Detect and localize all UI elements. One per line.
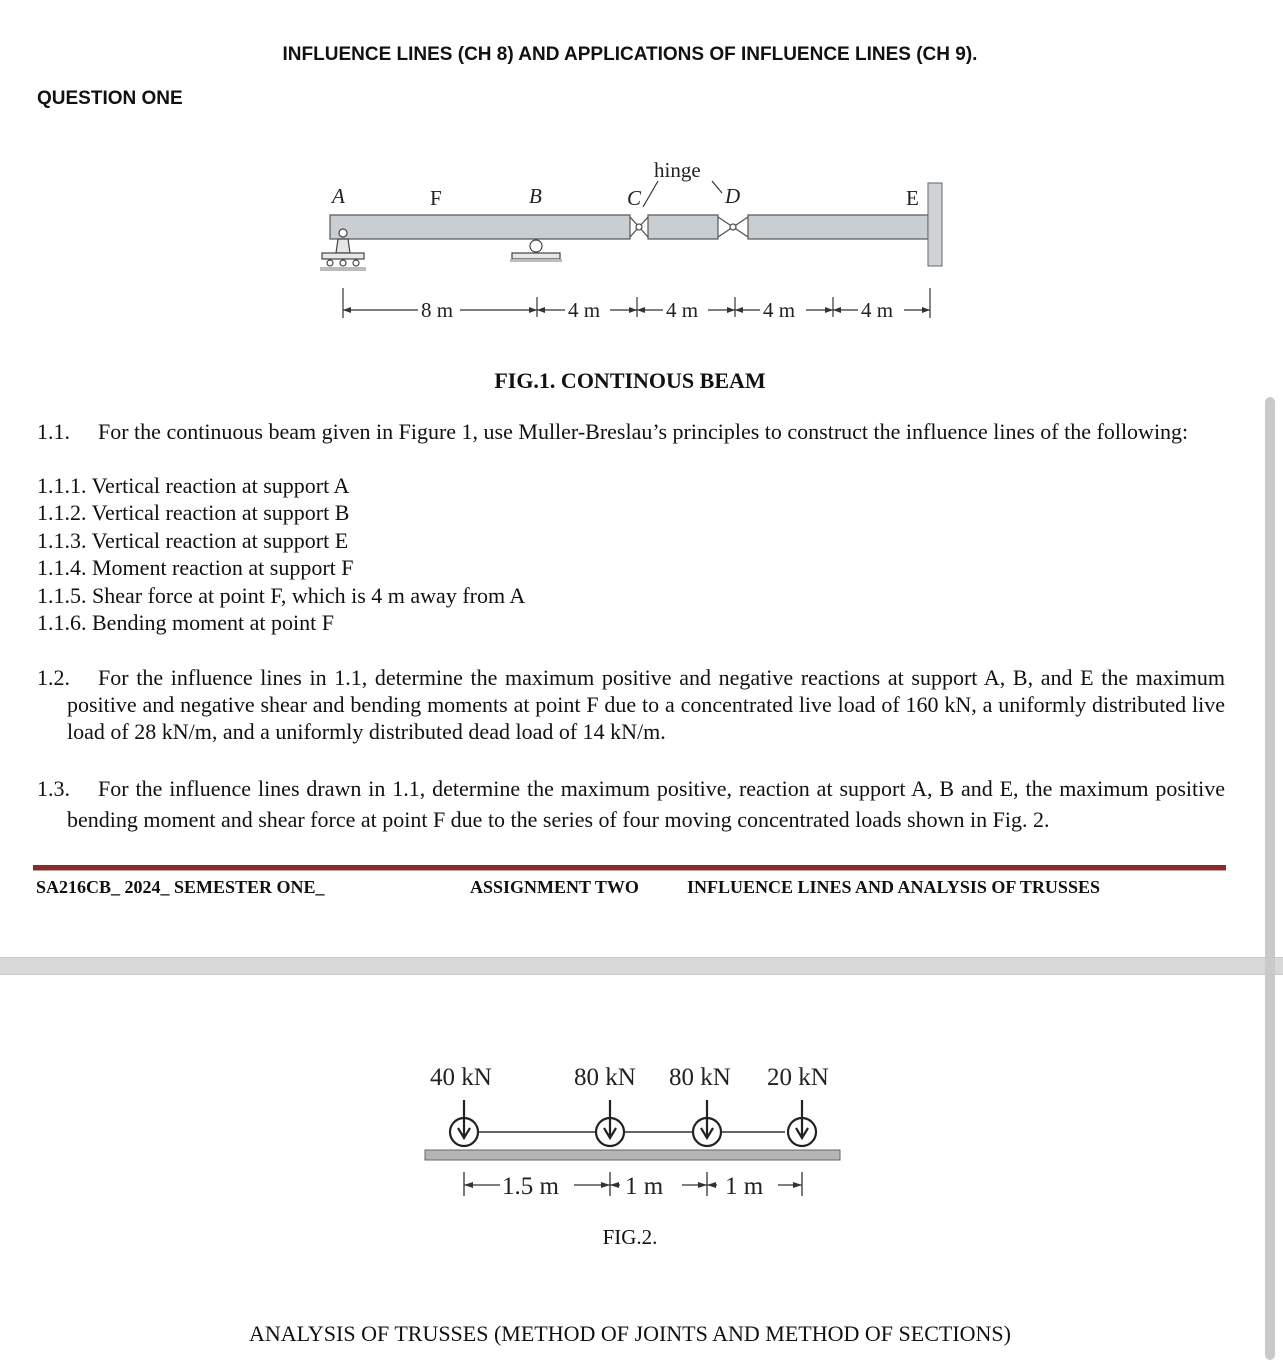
hinge-d-icon bbox=[718, 217, 748, 237]
hinge-c-icon bbox=[630, 217, 648, 237]
sub-question-list bbox=[37, 472, 525, 636]
footer-topic: INFLUENCE LINES AND ANALYSIS OF TRUSSES bbox=[687, 877, 1100, 897]
road-surface bbox=[425, 1150, 840, 1160]
label-f: F bbox=[430, 186, 442, 210]
vertical-scrollbar[interactable] bbox=[1265, 397, 1275, 1360]
question-1-3-number: 1.3. bbox=[37, 776, 70, 801]
label-d: D bbox=[725, 184, 741, 208]
dim-4m-3: 4 m bbox=[763, 298, 796, 322]
list-item: 1.1.3. Vertical reaction at support E bbox=[37, 527, 349, 553]
spacing-1-5m: 1.5 m bbox=[502, 1173, 559, 1200]
wheel-load-4-icon bbox=[788, 1100, 816, 1146]
wheel-load-3-icon bbox=[693, 1100, 721, 1146]
list-item: 1.1.2. Vertical reaction at support B bbox=[37, 500, 350, 526]
dim-4m-1: 4 m bbox=[568, 298, 601, 322]
dim-4m-2: 4 m bbox=[666, 298, 699, 322]
figure-2-caption: FIG.2. bbox=[602, 1225, 658, 1249]
label-c: C bbox=[627, 186, 642, 210]
wheel-load-2-icon bbox=[596, 1100, 624, 1146]
list-item: 1.1.4. Moment reaction at support F bbox=[37, 555, 354, 581]
figure-2-moving-loads bbox=[420, 1058, 850, 1208]
beam-segment-de bbox=[748, 215, 928, 239]
label-b: B bbox=[529, 184, 542, 208]
spacing-1m-2: 1 m bbox=[725, 1173, 764, 1200]
load-label-40kn: 40 kN bbox=[430, 1064, 492, 1091]
label-hinge: hinge bbox=[654, 158, 701, 182]
next-section-title: ANALYSIS OF TRUSSES (METHOD OF JOINTS AND METHOD OF SECTIONS) bbox=[249, 1321, 1011, 1346]
beam-segment-ac bbox=[330, 215, 630, 239]
list-item: 1.1.1. Vertical reaction at support A bbox=[37, 473, 350, 498]
load-label-20kn: 20 kN bbox=[767, 1064, 829, 1091]
question-heading: QUESTION ONE bbox=[37, 88, 183, 109]
roller-support-b-icon bbox=[510, 240, 562, 262]
dim-4m-4: 4 m bbox=[861, 298, 894, 322]
question-1-2 bbox=[37, 664, 1225, 745]
question-1-3-text: For the influence lines drawn in 1.1, determine the maximum positive, reaction at support A, B and E, the maximum positive bending moment and shear force at point F due to the series of four moving concentrated loads shown in Fig. 2. bbox=[67, 776, 1225, 832]
load-label-80kn-2: 80 kN bbox=[669, 1064, 731, 1091]
label-e: E bbox=[906, 186, 919, 210]
document-title: INFLUENCE LINES (CH 8) AND APPLICATIONS OF INFLUENCE LINES (CH 9). bbox=[282, 44, 978, 65]
list-item: 1.1.5. Shear force at point F, which is 4 m away from A bbox=[37, 582, 526, 608]
wheel-load-1-icon bbox=[450, 1100, 478, 1146]
question-1-2-text: For the influence lines in 1.1, determine the maximum positive and negative reactions at support A, B, and E the maximum positive and negative shear and bending moments at point F due to a concentrated live load of 160 kN, a uniformly distributed live load of 28 kN/m, and a uniformly distributed dead load of 14 kN/m. bbox=[67, 665, 1225, 744]
figure-1-continuous-beam bbox=[300, 125, 970, 350]
load-label-80kn-1: 80 kN bbox=[574, 1064, 636, 1091]
list-item: 1.1.6. Bending moment at point F bbox=[37, 610, 334, 636]
fixed-support-e-icon bbox=[928, 183, 942, 266]
question-1-3 bbox=[37, 773, 1225, 835]
footer-course-code: SA216CB_ 2024_ SEMESTER ONE_ bbox=[36, 877, 325, 897]
question-1-1-text: For the continuous beam given in Figure 1, use Muller-Breslau’s principles to construct the influence lines of the following: bbox=[98, 419, 1189, 444]
question-1-2-number: 1.2. bbox=[37, 665, 70, 690]
question-1-1 bbox=[37, 418, 1225, 445]
page-break bbox=[0, 957, 1283, 975]
footer-divider bbox=[33, 865, 1226, 871]
footer-assignment: ASSIGNMENT TWO bbox=[470, 877, 639, 897]
beam-segment-cd bbox=[648, 215, 718, 239]
spacing-1m-1: 1 m bbox=[625, 1173, 664, 1200]
label-a: A bbox=[332, 184, 345, 208]
dim-8m: 8 m bbox=[421, 298, 454, 322]
figure-1-caption: FIG.1. CONTINOUS BEAM bbox=[494, 368, 766, 393]
question-1-1-number: 1.1. bbox=[37, 419, 70, 444]
